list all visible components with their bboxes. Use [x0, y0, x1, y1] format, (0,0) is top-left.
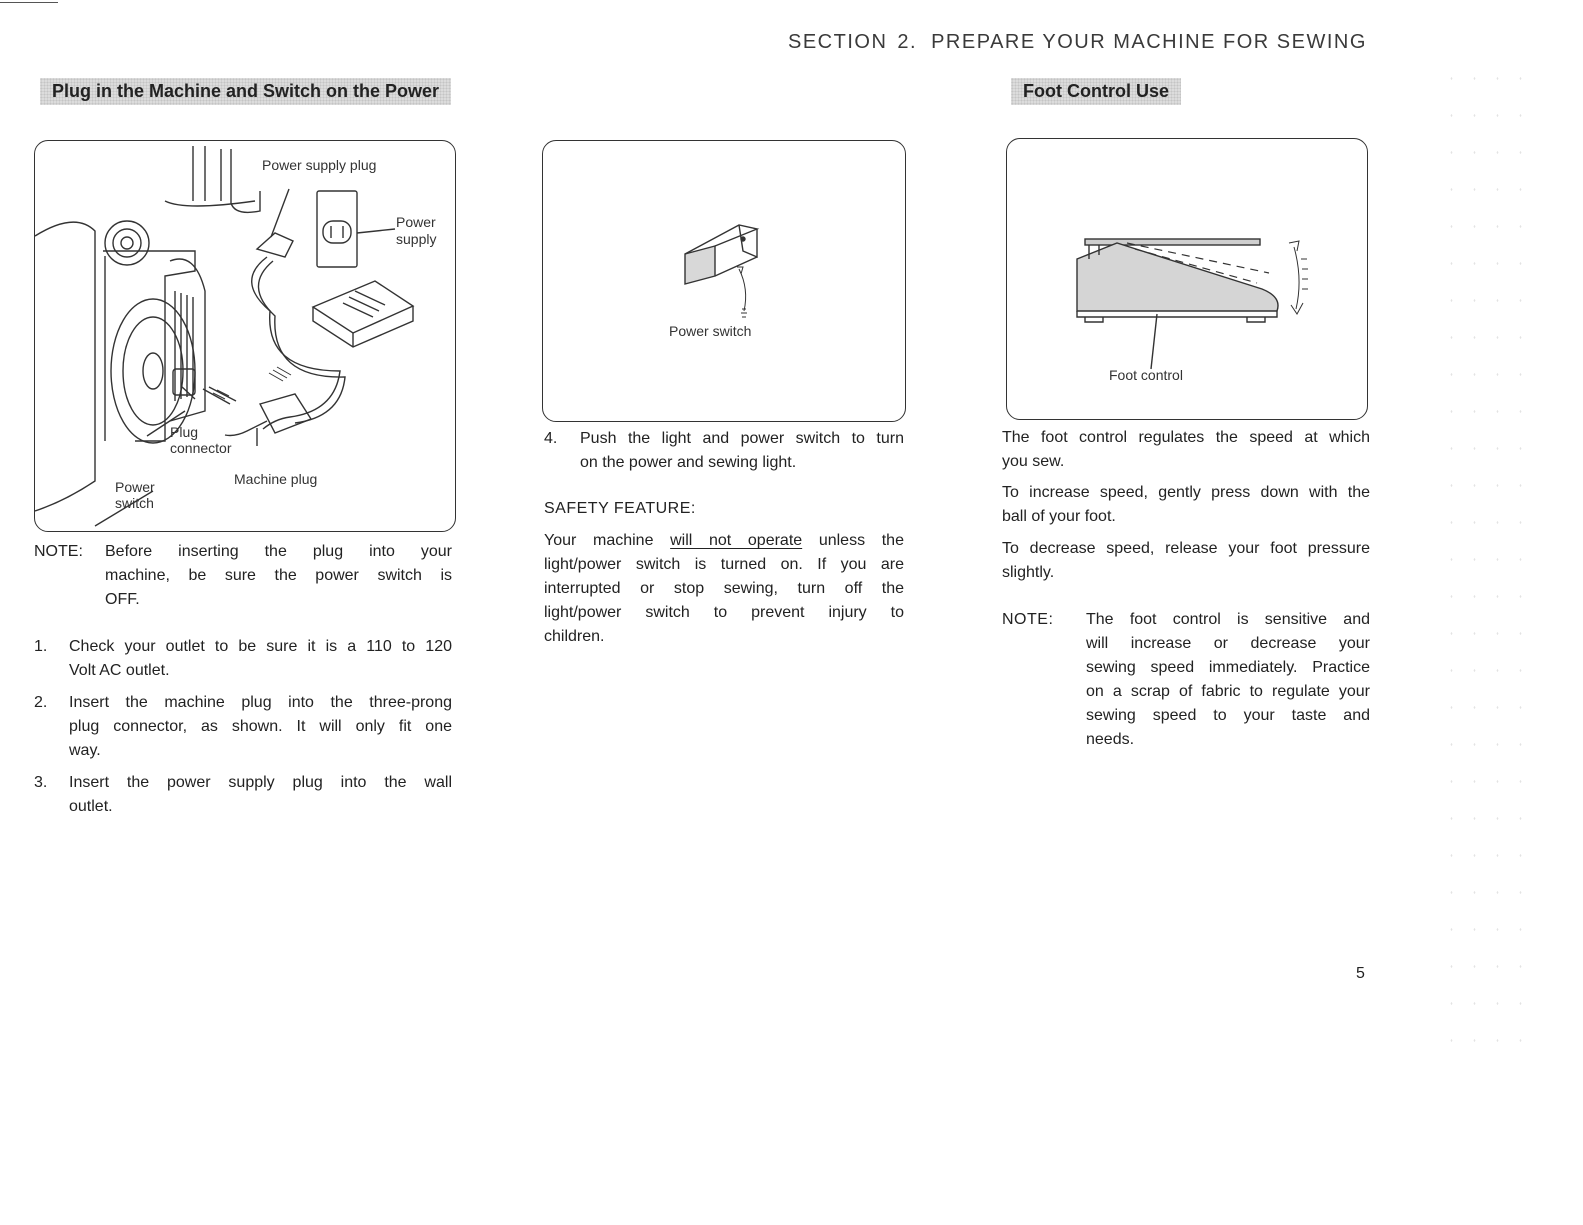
safety-line-1 — [544, 529, 904, 553]
step-text-line: Volt AC outlet. — [69, 662, 170, 679]
right-note-line-3: sewing speed immediately. Practice — [1086, 659, 1370, 676]
foot-para-2-line-2: ball of your foot. — [1002, 508, 1116, 525]
left-note-label: NOTE: — [34, 543, 83, 560]
scan-speckle — [1440, 60, 1540, 1060]
label-power-supply-2: supply — [396, 231, 437, 247]
step-text-line: Check your outlet to be sure it is a 110 to 120 — [69, 638, 452, 655]
right-note-label: NOTE: — [1002, 611, 1054, 628]
section-header — [788, 31, 1367, 54]
left-note-line-2: machine, be sure the power switch is — [105, 567, 452, 584]
foot-control-figure — [1006, 138, 1368, 420]
label-plug-connector-1: Plug — [170, 424, 199, 440]
label-power-switch-1: Power — [115, 479, 155, 495]
foot-para-2-line-1: To increase speed, gently press down with the — [1002, 484, 1370, 501]
right-note-line-5: sewing speed to your taste and — [1086, 707, 1370, 724]
step-text-line: on the power and sewing light. — [580, 454, 797, 471]
safety-text: unless the — [802, 532, 904, 549]
power-switch-illustration — [543, 141, 905, 421]
step-text-line: way. — [69, 742, 101, 759]
foot-control-illustration — [1007, 139, 1367, 419]
safety-text: Your machine — [544, 532, 671, 549]
label-plug-connector-2: connector — [170, 440, 232, 456]
safety-heading: SAFETY FEATURE: — [544, 500, 696, 517]
step-number: 1. — [34, 638, 48, 655]
safety-line-3: interrupted or stop sewing, turn off the — [544, 580, 904, 597]
step-1 — [34, 635, 452, 683]
step-number: 2. — [34, 694, 48, 711]
label-power-supply-plug: Power supply plug — [262, 157, 377, 173]
label-power-switch-2: switch — [115, 495, 154, 511]
label-machine-plug: Machine plug — [234, 471, 318, 487]
left-note-line-1: Before inserting the plug into your — [105, 543, 452, 560]
power-switch-figure — [542, 140, 906, 422]
section-title: PREPARE YOUR MACHINE FOR SEWING — [931, 31, 1367, 53]
label-power-supply-1: Power — [396, 214, 436, 230]
page-number: 5 — [1356, 965, 1365, 982]
right-note-line-1: The foot control is sensitive and — [1086, 611, 1370, 628]
foot-para-3-line-1: To decrease speed, release your foot pressure — [1002, 540, 1370, 557]
step-2 — [34, 691, 452, 763]
step-3 — [34, 771, 452, 819]
step-number: 3. — [34, 774, 48, 791]
step-text-line: outlet. — [69, 798, 113, 815]
safety-line-2: light/power switch is turned on. If you are — [544, 556, 904, 573]
corner-mark — [0, 2, 58, 3]
step-4 — [544, 427, 904, 475]
step-text-line: Insert the power supply plug into the wall — [69, 774, 452, 791]
section-number: 2. — [897, 31, 918, 53]
foot-para-3-line-2: slightly. — [1002, 564, 1055, 581]
label-power-switch: Power switch — [669, 323, 752, 339]
step-text-line: plug connector, as shown. It will only fit one — [69, 718, 452, 735]
left-note-line-3: OFF. — [105, 591, 140, 608]
step-number: 4. — [544, 430, 558, 447]
right-heading: Foot Control Use — [1011, 78, 1181, 105]
right-note-line-2: will increase or decrease your — [1086, 635, 1370, 652]
foot-para-1-line-1: The foot control regulates the speed at which — [1002, 429, 1370, 446]
step-text-line: Insert the machine plug into the three-prong — [69, 694, 452, 711]
safety-emphasis: will not operate — [670, 532, 803, 549]
foot-para-1-line-2: you sew. — [1002, 453, 1065, 470]
safety-line-5: children. — [544, 628, 605, 645]
section-label: SECTION — [788, 31, 888, 53]
left-heading: Plug in the Machine and Switch on the Power — [40, 78, 451, 105]
right-note-line-4: on a scrap of fabric to regulate your — [1086, 683, 1370, 700]
right-note-line-6: needs. — [1086, 731, 1135, 748]
plug-in-figure — [34, 140, 456, 532]
step-text-line: Push the light and power switch to turn — [580, 430, 904, 447]
safety-line-4: light/power switch to prevent injury to — [544, 604, 904, 621]
label-foot-control: Foot control — [1109, 367, 1183, 383]
